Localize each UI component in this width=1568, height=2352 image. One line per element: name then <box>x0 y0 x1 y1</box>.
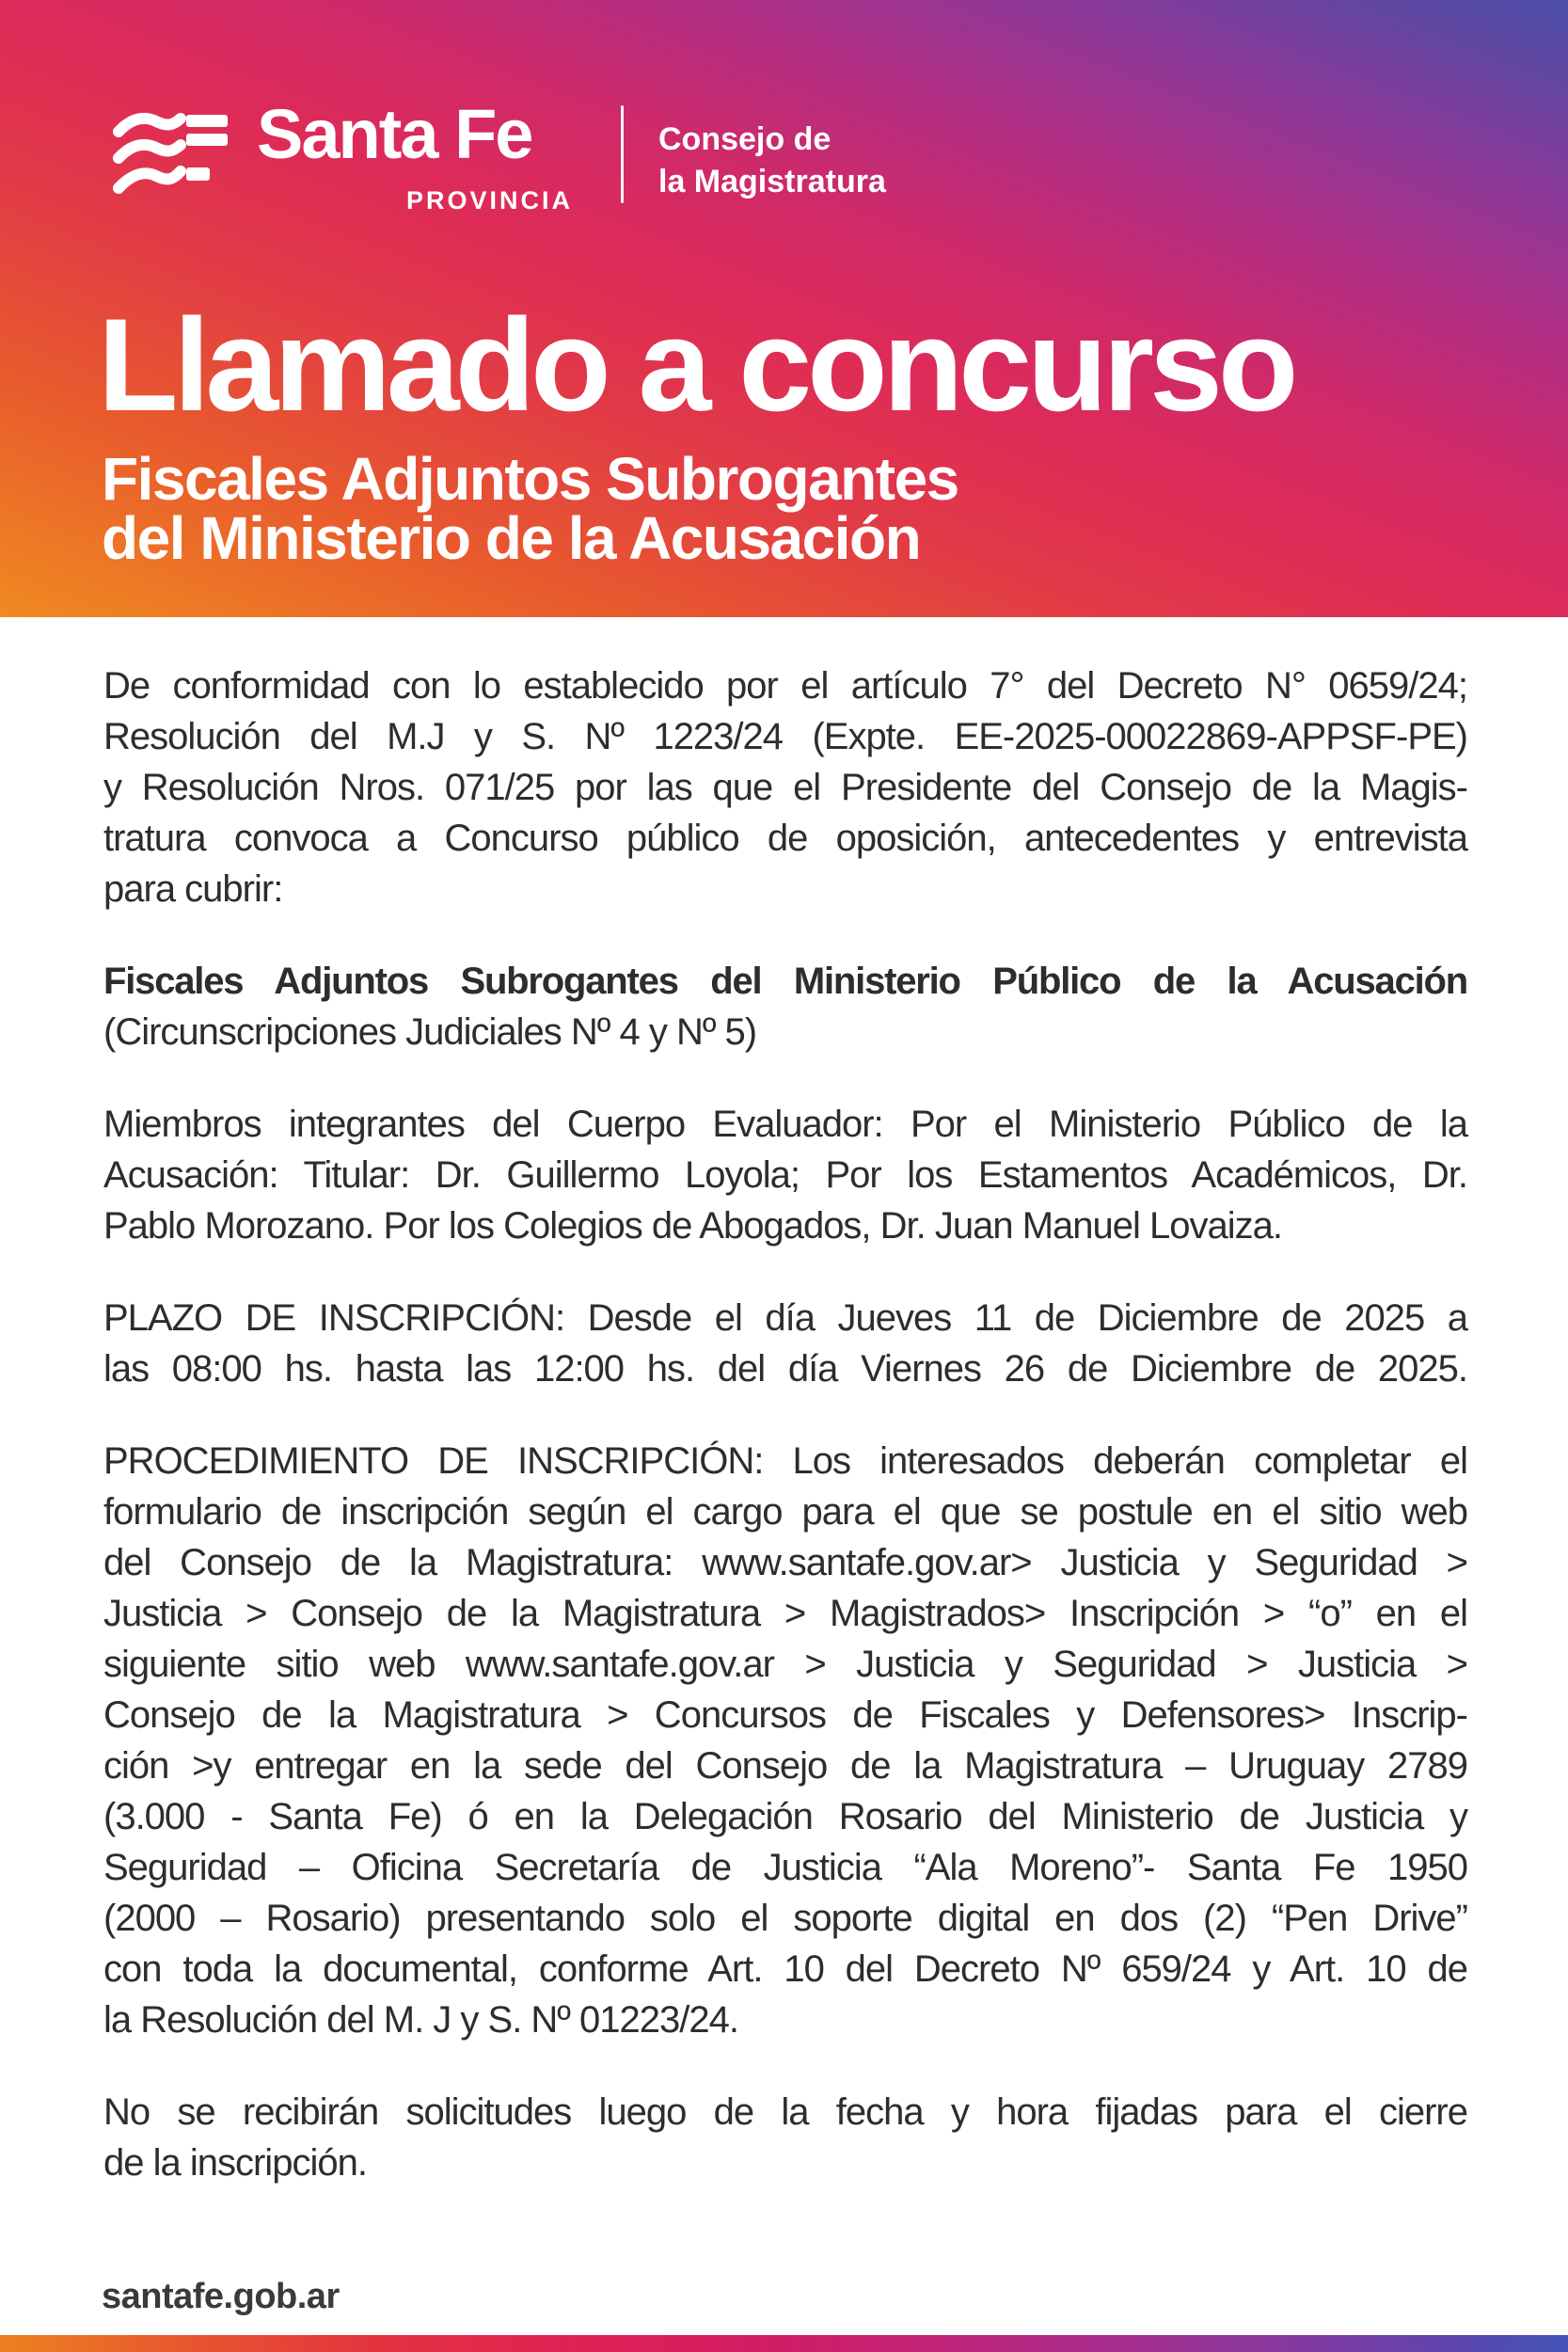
paragraph <box>103 660 1467 914</box>
text-line: Consejo de la Magistratura > Concursos de Fiscales y Defensores> Inscrip- <box>103 1694 1467 1736</box>
text-line: para cubrir: <box>103 868 283 910</box>
org-name-line2: la Magistratura <box>658 164 886 199</box>
page-subtitle-line1: Fiscales Adjuntos Subrogantes <box>102 445 958 513</box>
text-line: de la inscripción. <box>103 2142 367 2184</box>
text-line: las 08:00 hs. hasta las 12:00 hs. del día Viernes 26 de Diciembre de 2025. <box>103 1348 1467 1390</box>
org-name <box>658 119 886 203</box>
text-line: PLAZO DE INSCRIPCIÓN: Desde el día Jueves 11 de Diciembre de 2025 a <box>103 1297 1467 1339</box>
paragraph <box>103 2087 1467 2188</box>
page-subtitle <box>102 445 958 572</box>
page-subtitle-line2: del Ministerio de la Acusación <box>102 504 921 572</box>
website-url: santafe.gob.ar <box>102 2277 340 2316</box>
vertical-divider <box>621 105 624 203</box>
paragraph <box>103 1099 1467 1251</box>
text-line: y Resolución Nros. 071/25 por las que el Presidente del Consejo de la Magis- <box>103 767 1467 808</box>
text-line: PROCEDIMIENTO DE INSCRIPCIÓN: Los interesados deberán completar el <box>103 1440 1467 1482</box>
text-line: formulario de inscripción según el cargo para el que se postule en el sitio web <box>103 1491 1467 1533</box>
text-line: Seguridad – Oficina Secretaría de Justicia “Ala Moreno”- Santa Fe 1950 <box>103 1847 1467 1888</box>
text-line: Miembros integrantes del Cuerpo Evaluador: Por el Ministerio Público de la <box>103 1104 1467 1145</box>
text-line: la Resolución del M. J y S. Nº 01223/24. <box>103 1999 738 2041</box>
page-title: Llamado a concurso <box>98 291 1294 438</box>
text-line: (Circunscripciones Judiciales Nº 4 y Nº 5) <box>103 1011 757 1053</box>
body-paragraphs <box>0 617 1568 2230</box>
text-line: siguiente sitio web www.santafe.gov.ar > Justicia y Seguridad > Justicia > <box>103 1644 1467 1685</box>
text-line: De conformidad con lo establecido por el artículo 7° del Decreto N° 0659/24; <box>103 665 1467 707</box>
paragraph <box>103 956 1467 1057</box>
text-line: (2000 – Rosario) presentando solo el soporte digital en dos (2) “Pen Drive” <box>103 1898 1467 1939</box>
wordmark <box>257 95 573 215</box>
text-line: Pablo Morozano. Por los Colegios de Abogados, Dr. Juan Manuel Lovaiza. <box>103 1205 1283 1247</box>
text-line: Resolución del M.J y S. Nº 1223/24 (Expte. EE-2025-00022869-APPSF-PE) <box>103 716 1467 757</box>
paragraph <box>103 1436 1467 2045</box>
org-name-line1: Consejo de <box>658 121 832 157</box>
text-line: Justicia > Consejo de la Magistratura > Magistrados> Inscripción > “o” en el <box>103 1593 1467 1634</box>
text-line: tratura convoca a Concurso público de oposición, antecedentes y entrevista <box>103 818 1467 859</box>
logo-title: Santa Fe <box>257 95 532 173</box>
text-line: Acusación: Titular: Dr. Guillermo Loyola; Por los Estamentos Académicos, Dr. <box>103 1154 1467 1196</box>
gradient-footer-strip <box>0 2335 1568 2352</box>
paragraph <box>103 1293 1467 1394</box>
gradient-header <box>0 0 1568 617</box>
text-line: del Consejo de la Magistratura: www.santafe.gov.ar> Justicia y Seguridad > <box>103 1542 1467 1583</box>
logo-subtitle: PROVINCIA <box>405 186 573 215</box>
text-line: (3.000 - Santa Fe) ó en la Delegación Rosario del Ministerio de Justicia y <box>103 1796 1467 1837</box>
text-line: No se recibirán solicitudes luego de la fecha y hora fijadas para el cierre <box>103 2091 1467 2133</box>
text-line: con toda la documental, conforme Art. 10 del Decreto Nº 659/24 y Art. 10 de <box>103 1948 1467 1990</box>
text-line: ción >y entregar en la sede del Consejo de la Magistratura – Uruguay 2789 <box>103 1745 1467 1787</box>
santa-fe-flag-icon <box>111 103 230 203</box>
text-line: Fiscales Adjuntos Subrogantes del Ministerio Público de la Acusación <box>103 961 1467 1002</box>
